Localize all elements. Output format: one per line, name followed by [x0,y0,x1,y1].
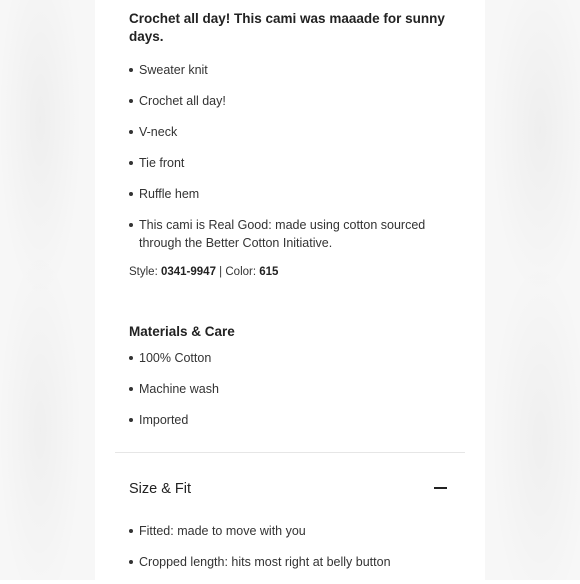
size-fit-list [129,522,449,584]
bullet-dot [129,529,133,533]
bullet-dot [129,68,133,72]
feature-list-item: Sweater knit [129,61,449,79]
size-fit-list-item: Fitted: made to move with you [129,522,449,540]
feature-list-item: Tie front [129,154,449,172]
description-heading: Crochet all day! This cami was maaade for sunny days. [129,11,445,44]
feature-list-item: This cami is Real Good: made using cotton sourced through the Better Cotton Initiative. [129,216,449,252]
style-number: 0341-9947 [160,266,216,278]
bullet-dot [129,356,133,360]
bullet-dot [129,161,133,165]
feature-list-item: V-neck [129,123,449,141]
size-fit-collapse-button[interactable] [431,479,451,497]
bullet-dot [129,130,133,134]
style-color-line [129,264,278,280]
bullet-dot [129,223,133,227]
color-code: 615 [259,266,279,278]
minus-icon [434,487,447,489]
bullet-dot [129,99,133,103]
materials-list-item: Machine wash [129,380,449,398]
size-fit-list-item: Cropped length: hits most right at belly button [129,553,449,571]
bullet-dot [129,192,133,196]
bullet-dot [129,418,133,422]
bullet-dot [129,387,133,391]
color-label: Color: [225,266,257,278]
materials-list-item: Imported [129,411,449,429]
separator: | [219,266,223,278]
feature-list [129,61,449,265]
section-divider [115,452,465,453]
feature-list-item: Ruffle hem [129,185,449,203]
materials-care-heading: Materials & Care [129,324,235,339]
materials-list-item: 100% Cotton [129,349,449,367]
bullet-dot [129,560,133,564]
feature-list-item: Crochet all day! [129,92,449,110]
style-label: Style: [129,266,158,278]
product-details-panel [95,0,485,580]
size-fit-heading[interactable]: Size & Fit [129,481,192,497]
materials-list [129,349,449,442]
